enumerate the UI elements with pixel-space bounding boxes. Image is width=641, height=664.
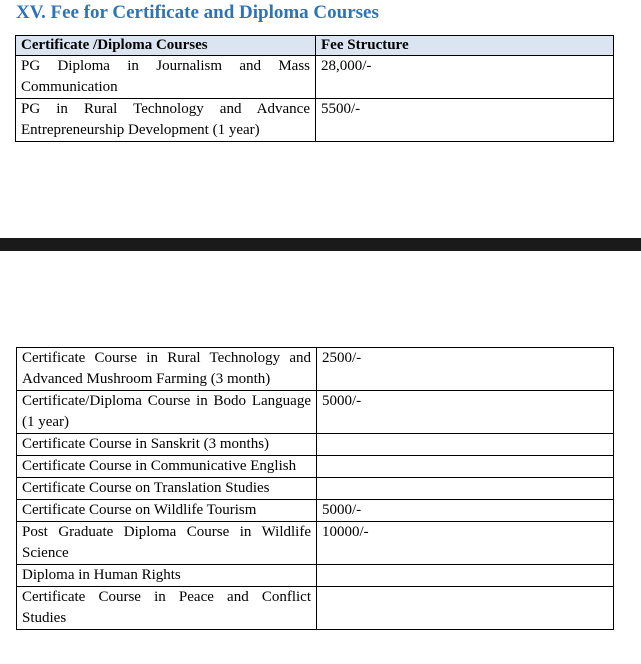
fee-cell: 28,000/- — [316, 56, 614, 99]
course-cell: Diploma in Human Rights — [17, 565, 317, 587]
header-fee: Fee Structure — [316, 36, 614, 56]
fee-cell: 5000/- — [317, 500, 614, 522]
course-cell: PG in Rural Technology and Advance Entrepreneurship Development (1 year) — [16, 99, 316, 142]
table-row — [17, 522, 614, 565]
table-row — [17, 478, 614, 500]
course-cell: Post Graduate Diploma Course in Wildlife Science — [17, 522, 317, 565]
table-row — [17, 565, 614, 587]
fee-table-bottom — [16, 347, 614, 630]
fee-cell — [317, 587, 614, 630]
table-row — [17, 587, 614, 630]
table-row — [17, 348, 614, 391]
course-cell: Certificate Course on Translation Studies — [17, 478, 317, 500]
section-heading: XV. Fee for Certificate and Diploma Courses — [16, 2, 379, 23]
course-cell: Certificate Course on Wildlife Tourism — [17, 500, 317, 522]
fee-cell: 5000/- — [317, 391, 614, 434]
fee-cell: 5500/- — [316, 99, 614, 142]
course-cell: Certificate Course in Rural Technology and Advanced Mushroom Farming (3 month) — [17, 348, 317, 391]
course-cell: Certificate Course in Peace and Conflict Studies — [17, 587, 317, 630]
course-cell: PG Diploma in Journalism and Mass Communication — [16, 56, 316, 99]
fee-cell — [317, 434, 614, 456]
page-divider — [0, 238, 641, 251]
table-row — [17, 391, 614, 434]
table-row — [16, 56, 614, 99]
table-row — [17, 456, 614, 478]
table-header-row — [16, 36, 614, 56]
course-cell: Certificate Course in Communicative English — [17, 456, 317, 478]
table-row — [17, 500, 614, 522]
course-cell: Certificate Course in Sanskrit (3 months) — [17, 434, 317, 456]
table-row — [17, 434, 614, 456]
fee-cell — [317, 478, 614, 500]
course-cell: Certificate/Diploma Course in Bodo Language (1 year) — [17, 391, 317, 434]
fee-cell — [317, 565, 614, 587]
fee-cell: 10000/- — [317, 522, 614, 565]
table-row — [16, 99, 614, 142]
fee-cell: 2500/- — [317, 348, 614, 391]
fee-table-top — [15, 35, 614, 142]
header-course: Certificate /Diploma Courses — [16, 36, 316, 56]
fee-cell — [317, 456, 614, 478]
